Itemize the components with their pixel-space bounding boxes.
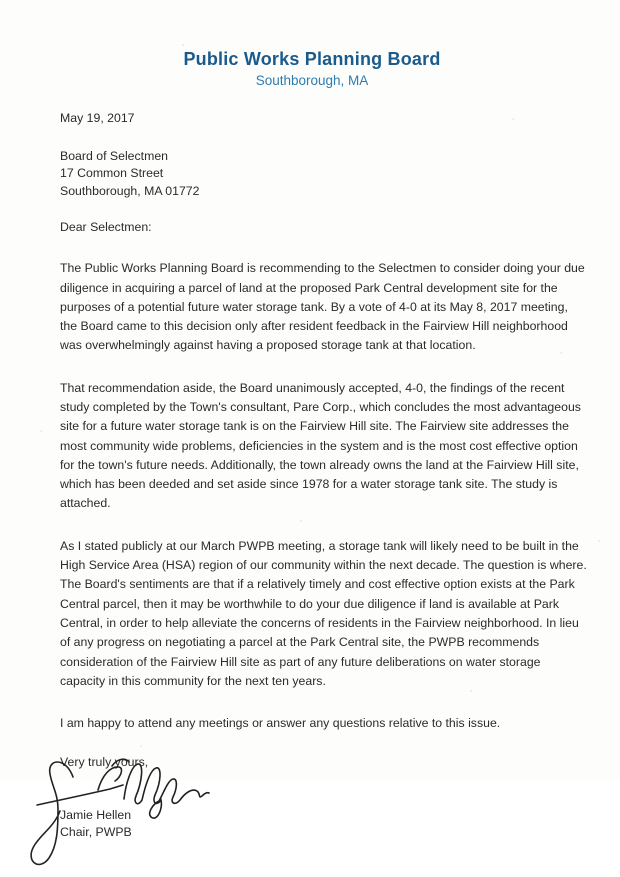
letterhead (36, 48, 588, 89)
letterhead-title: Public Works Planning Board (183, 49, 441, 69)
recipient-line: 17 Common Street (60, 166, 164, 181)
letter-paragraph: I am happy to attend any meetings or answer any questions relative to this issue. (60, 716, 501, 731)
sign-off-block (60, 754, 588, 840)
valediction: Very truly yours, (60, 755, 149, 770)
letter-paragraph: The Public Works Planning Board is recommending to the Selectmen to consider doing your due diligence in acquiring a parcel of land at the proposed Park Central development site for the purposes of a potential future water storage tank. By a vote of 4-0 at its May 8, 2017 meeting, the Board came to this decision only after resident feedback in the Fairview Hill neighborhood was overwhelmingly against having a proposed storage tank at that location. (60, 261, 585, 353)
letterhead-location: Southborough, MA (255, 73, 369, 88)
letter-paragraph: As I stated publicly at our March PWPB meeting, a storage tank will likely need to be built in the High Service Area (HSA) region of our community within the next decade. The question is where. The Board's sentiments are that if a relatively timely and cost effective option exists at the Park Central parcel, then it may be worthwhile to do your due diligence if land is available at Park Central, in order to help alleviate the concerns of residents in the Fairview neighborhood. In lieu of any progress on negotiating a parcel at the Park Central site, the PWPB recommends consideration of the Fairview Hill site as part of any future deliberations on water storage capacity in this community for the next ten years. (60, 538, 587, 688)
scan-speckle (0, 0, 2, 2)
signer-name: Jamie Hellen (60, 808, 132, 823)
salutation: Dear Selectmen: (60, 220, 152, 235)
letter-paragraph: That recommendation aside, the Board unanimously accepted, 4-0, the findings of the recent study completed by the Town's consultant, Pare Corp., which concludes the most advantageous site for a future water storage tank is on the Fairview Hill site. The Fairview site addresses the most community wide problems, deficiencies in the system and is the most cost effective option for the town's future needs. Additionally, the town already owns the land at the Fairview Hill site, which has been deeded and set aside since 1978 for a water storage tank site. The study is attached. (60, 380, 581, 511)
letter-date: May 19, 2017 (60, 111, 135, 125)
signer-title: Chair, PWPB (60, 825, 132, 840)
recipient-address (60, 148, 588, 200)
recipient-line: Board of Selectmen (60, 149, 169, 163)
recipient-line: Southborough, MA 01772 (60, 183, 200, 198)
